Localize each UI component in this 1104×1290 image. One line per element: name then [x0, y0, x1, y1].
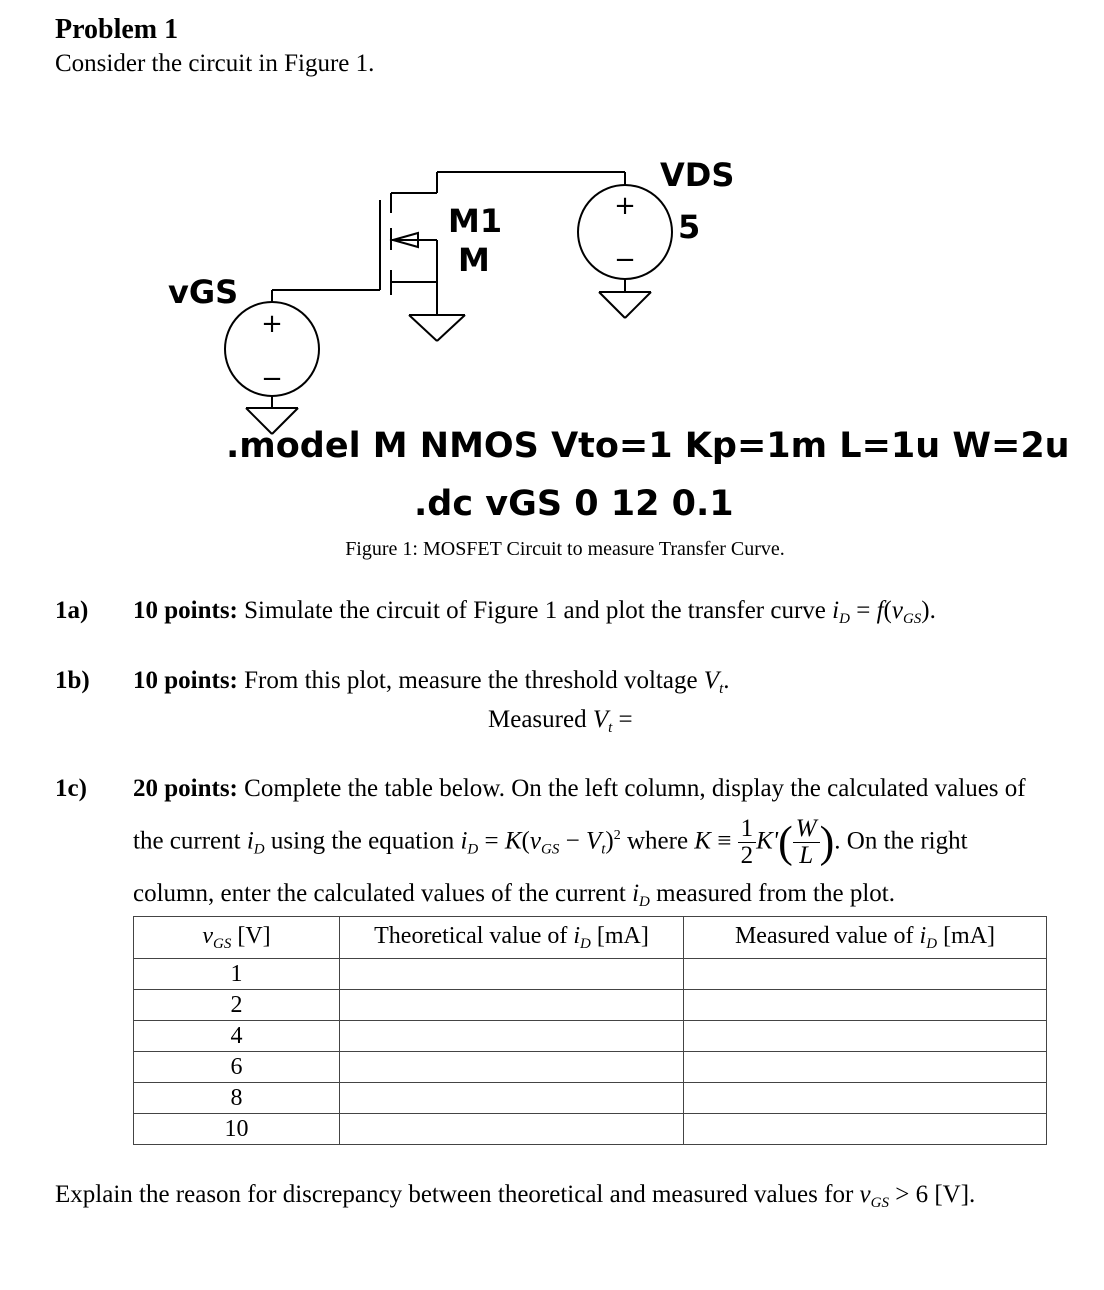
q1c-line3-d-sub: D — [639, 894, 650, 910]
q1c-rparen: ) — [605, 827, 614, 855]
vgs-cell: 1 — [134, 959, 340, 990]
measured-cell[interactable] — [684, 1083, 1047, 1114]
table-row — [134, 1021, 1047, 1052]
q1a-i: i — [832, 597, 840, 624]
results-table — [133, 916, 1047, 1145]
col3-i: i — [919, 922, 927, 949]
q1c-line2c: where — [626, 827, 689, 855]
q1b-vt: V — [703, 667, 720, 694]
vgs-label: vGS — [168, 273, 239, 311]
q1c-big-lparen: ( — [778, 817, 793, 867]
table-row — [134, 1083, 1047, 1114]
table-row — [134, 1114, 1047, 1145]
q1c-line1 — [133, 775, 1026, 803]
q1b-measured-label: Measured — [488, 706, 587, 733]
theoretical-cell[interactable] — [340, 1021, 684, 1052]
q1c-d-sub: D — [253, 841, 265, 858]
figure-caption: Figure 1: MOSFET Circuit to measure Transfer Curve. — [345, 538, 785, 560]
q1c-L: L — [799, 842, 814, 870]
theoretical-cell[interactable] — [340, 1083, 684, 1114]
col1-unit: [V] — [237, 922, 271, 949]
measured-cell[interactable] — [684, 1052, 1047, 1083]
q1b-body: From this plot, measure the threshold voltage — [244, 667, 698, 694]
mosfet-model: M — [458, 241, 490, 279]
q1b-text — [133, 667, 730, 698]
q1b-measured-t-sub: t — [608, 720, 613, 736]
explain-text — [55, 1181, 975, 1212]
q1c-line3 — [133, 880, 895, 911]
q1c-line2 — [133, 808, 968, 877]
vds-value: 5 — [678, 208, 701, 246]
q1b-points: 10 points: — [133, 667, 238, 694]
dc-directive: .dc vGS 0 12 0.1 — [414, 484, 734, 524]
vgs-cell: 10 — [134, 1114, 340, 1145]
q1a-d-sub: D — [839, 611, 850, 627]
vgs-plus-sign: + — [261, 309, 283, 339]
q1c-t-sub: t — [601, 841, 606, 858]
q1c-eq-sign: = — [484, 827, 499, 855]
vgs-cell: 6 — [134, 1052, 340, 1083]
measured-cell[interactable] — [684, 1114, 1047, 1145]
q1b-measured-vt: V — [592, 706, 609, 733]
explain-v: v — [859, 1181, 871, 1208]
measured-cell[interactable] — [684, 959, 1047, 990]
q1c-wl-fraction — [793, 816, 820, 870]
circuit-schematic — [0, 0, 1104, 530]
q1a-points: 10 points: — [133, 597, 238, 624]
q1c-half-fraction — [738, 816, 757, 870]
mosfet-ground-symbol — [409, 315, 465, 341]
theoretical-cell[interactable] — [340, 959, 684, 990]
vgs-cell: 2 — [134, 990, 340, 1021]
q1a-close: ). — [921, 597, 936, 624]
q1a-f: f — [876, 597, 884, 624]
col3-text: Measured value of — [734, 922, 914, 949]
col2-unit: [mA] — [596, 922, 649, 949]
theoretical-cell[interactable] — [340, 1114, 684, 1145]
q1a-eq: = — [856, 597, 871, 624]
q1c-Kprime: K' — [756, 827, 779, 855]
measured-cell[interactable] — [684, 990, 1047, 1021]
col2-i: i — [573, 922, 581, 949]
col3-unit: [mA] — [943, 922, 996, 949]
q1c-two: 2 — [740, 842, 754, 870]
q1b-period: . — [723, 667, 730, 694]
q1a-label: 1a) — [55, 597, 89, 624]
q1c-line2b: using the equation — [270, 827, 455, 855]
q1c-line2d: . On the right — [834, 827, 968, 855]
table-row — [134, 1052, 1047, 1083]
col2-text: Theoretical value of — [374, 922, 568, 949]
measured-cell[interactable] — [684, 1021, 1047, 1052]
theoretical-cell[interactable] — [340, 990, 684, 1021]
vds-minus-sign: − — [614, 245, 636, 275]
q1c-label: 1c) — [55, 775, 87, 802]
q1c-lparen: ( — [521, 827, 530, 855]
q1a-body: Simulate the circuit of Figure 1 and plot the transfer curve — [244, 597, 826, 624]
q1c-K: K — [694, 827, 711, 855]
col-theoretical-header — [340, 917, 684, 959]
q1c-W: W — [793, 816, 820, 843]
q1c-line3-text: column, enter the calculated values of the current — [133, 880, 626, 907]
vgs-cell: 8 — [134, 1083, 340, 1114]
explain-cond: > 6 [V]. — [895, 1181, 976, 1208]
q1b-measured — [488, 706, 633, 737]
q1a-v: v — [891, 597, 903, 624]
q1c-V: V — [585, 827, 602, 855]
vds-ground-symbol — [599, 292, 651, 318]
q1c-line1-text: Complete the table below. On the left column, display the calculated values of — [244, 775, 1026, 802]
mosfet-name: M1 — [448, 202, 503, 240]
q1c-big-rparen: ) — [819, 817, 835, 867]
col-vgs-header — [134, 917, 340, 959]
q1c-v: v — [529, 827, 541, 855]
vgs-minus-sign: − — [261, 364, 283, 394]
q1b-t-sub: t — [719, 681, 724, 697]
model-directive: .model M NMOS Vto=1 Kp=1m L=1u W=2u — [226, 426, 1070, 466]
mosfet-m1-symbol — [380, 172, 625, 315]
problem-title: Problem 1 — [55, 14, 179, 45]
col1-v: v — [202, 922, 213, 949]
problem-intro: Consider the circuit in Figure 1. — [55, 50, 375, 77]
explain-body: Explain the reason for discrepancy between theoretical and measured values for — [55, 1181, 854, 1208]
vds-plus-sign: + — [614, 191, 636, 221]
q1c-eq-d-sub: D — [467, 841, 479, 858]
table-row — [134, 959, 1047, 990]
q1c-line3-i: i — [632, 880, 640, 907]
vgs-cell: 4 — [134, 1021, 340, 1052]
theoretical-cell[interactable] — [340, 1052, 684, 1083]
q1c-gs-sub: GS — [540, 841, 560, 858]
table-row — [134, 990, 1047, 1021]
q1c-line2a: the current — [133, 827, 241, 855]
q1c-equiv: ≡ — [717, 827, 732, 855]
q1a-text — [133, 597, 936, 628]
q1c-i: i — [246, 827, 254, 855]
explain-gs-sub: GS — [870, 1195, 889, 1211]
col2-d-sub: D — [580, 935, 591, 952]
vds-label: VDS — [660, 156, 735, 194]
col1-sub: GS — [212, 935, 232, 952]
q1c-points: 20 points: — [133, 775, 238, 802]
q1c-one: 1 — [738, 816, 757, 843]
q1a-open: ( — [883, 597, 892, 624]
q1c-minus: − — [565, 827, 580, 855]
table-header-row — [134, 917, 1047, 959]
q1c-line3b: measured from the plot. — [656, 880, 895, 907]
q1b-label: 1b) — [55, 667, 90, 694]
q1c-eq-i: i — [460, 827, 468, 855]
q1a-gs-sub: GS — [902, 611, 922, 627]
q1c-square: 2 — [613, 828, 621, 843]
col-measured-header — [684, 917, 1047, 959]
q1b-equals: = — [618, 706, 633, 733]
q1c-eq-K: K — [504, 827, 522, 855]
col3-d-sub: D — [926, 935, 938, 952]
